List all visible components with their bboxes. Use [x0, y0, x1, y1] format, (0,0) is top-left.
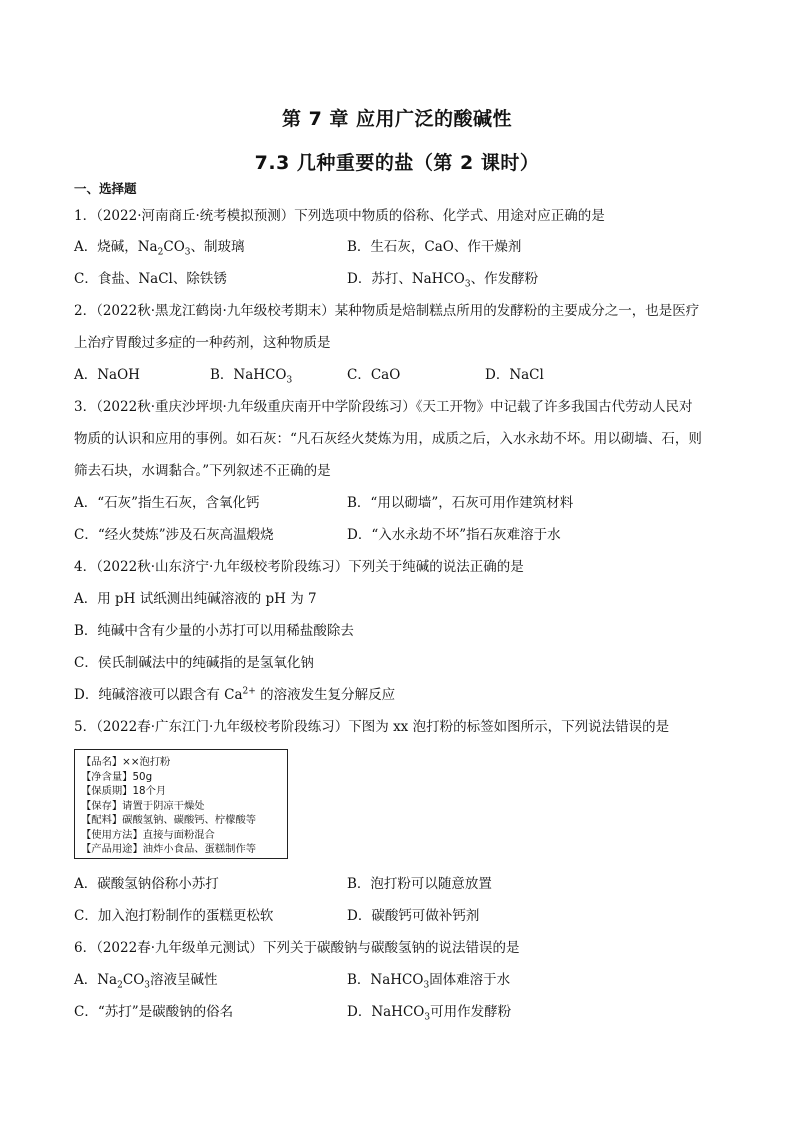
q6-option-a: A．$Na_2CO_3$溶液呈碱性 [74, 972, 218, 991]
q2-option-d: D．NaCl [485, 367, 544, 383]
question-3-stem-line2: 物质的认识和应用的事例。如石灰：“凡石灰经火焚炼为用，成质之后，入水永劫不坏。用以砌墙、石，则 [74, 431, 702, 447]
q1-option-a: A．烧碱，$Na_2CO_3$、制玻璃 [74, 239, 245, 258]
label-line: 【品名】××泡打粉 [81, 756, 171, 768]
baking-powder-label [74, 749, 288, 859]
question-6-stem: 6．（2022春·九年级单元测试）下列关于碳酸钠与碳酸氢钠的说法错误的是 [74, 940, 520, 956]
q5-option-a: A．碳酸氢钠俗称小苏打 [74, 876, 219, 892]
question-1-stem: 1．（2022·河南商丘·统考模拟预测）下列选项中物质的俗称、化学式、用途对应正确的是 [74, 208, 605, 224]
q2-option-b: B．NaHCO$_3$ [210, 367, 293, 386]
question-3-stem-line3: 筛去石块，水调黏合。”下列叙述不正确的是 [74, 463, 331, 479]
q3-option-c: C．“经火焚炼”涉及石灰高温煅烧 [74, 527, 274, 543]
q6-option-c: C．“苏打”是碳酸钠的俗名 [74, 1004, 234, 1020]
label-line: 【保存】请置于阴凉干燥处 [81, 799, 205, 812]
lesson-title: 7.3 几种重要的盐（第 2 课时） [254, 152, 540, 174]
q4-option-a: A．用 pH 试纸测出纯碱溶液的 pH 为 7 [74, 591, 317, 607]
q3-option-b: B．“用以砌墙”，石灰可用作建筑材料 [347, 495, 574, 511]
question-3-stem-line1: 3．（2022秋·重庆沙坪坝·九年级重庆南开中学阶段练习）《天工开物》中记载了许多我国古代劳动人民对 [74, 399, 693, 415]
label-line: 【产品用途】油炸小食品、蛋糕制作等 [81, 843, 257, 855]
q4-option-d: D．纯碱溶液可以跟含有 $Ca^{2+}$ 的溶液发生复分解反应 [74, 686, 396, 703]
q1-option-d: D．苏打、NaHCO$_3$、作发酵粉 [347, 271, 539, 290]
question-5-stem: 5．（2022春·广东江门·九年级校考阶段练习）下图为 xx 泡打粉的标签如图所示，下列说法错误的是 [74, 719, 670, 735]
label-line: 【使用方法】直接与面粉混合 [81, 828, 215, 841]
chapter-title: 第 7 章 应用广泛的酸碱性 [281, 108, 513, 130]
q4-option-b: B．纯碱中含有少量的小苏打可以用稀盐酸除去 [74, 623, 354, 639]
q1-option-c: C．食盐、NaCl、除铁锈 [74, 271, 227, 287]
label-line: 【配料】碳酸氢钠、碳酸钙、柠檬酸等 [81, 814, 257, 826]
label-line: 【净含量】50g [81, 770, 153, 783]
q5-option-d: D．碳酸钙可做补钙剂 [347, 908, 480, 924]
q6-option-b: B．NaHCO$_3$固体难溶于水 [347, 972, 511, 991]
question-2-stem-line1: 2．（2022秋·黑龙江鹤岗·九年级校考期末）某种物质是焙制糕点所用的发酵粉的主要成分之一，也是医疗 [74, 303, 700, 319]
q3-option-a: A．“石灰”指生石灰，含氧化钙 [74, 495, 260, 511]
q3-option-d: D．“入水永劫不坏”指石灰难溶于水 [347, 527, 561, 543]
q5-option-b: B．泡打粉可以随意放置 [347, 876, 492, 892]
section-heading: 一、选择题 [74, 181, 137, 196]
question-4-stem: 4．（2022秋·山东济宁·九年级校考阶段练习）下列关于纯碱的说法正确的是 [74, 559, 524, 575]
q5-option-c: C．加入泡打粉制作的蛋糕更松软 [74, 908, 274, 924]
question-2-stem-line2: 上治疗胃酸过多症的一种药剂，这种物质是 [74, 335, 331, 351]
q2-option-c: C．CaO [347, 367, 401, 383]
q1-option-b: B．生石灰，CaO、作干燥剂 [347, 239, 522, 255]
q2-option-a: A．NaOH [74, 367, 140, 383]
q6-option-d: D．NaHCO$_3$可用作发酵粉 [347, 1004, 512, 1023]
label-line: 【保质期】18个月 [81, 785, 167, 797]
q4-option-c: C．侯氏制碱法中的纯碱指的是氢氧化钠 [74, 655, 314, 671]
